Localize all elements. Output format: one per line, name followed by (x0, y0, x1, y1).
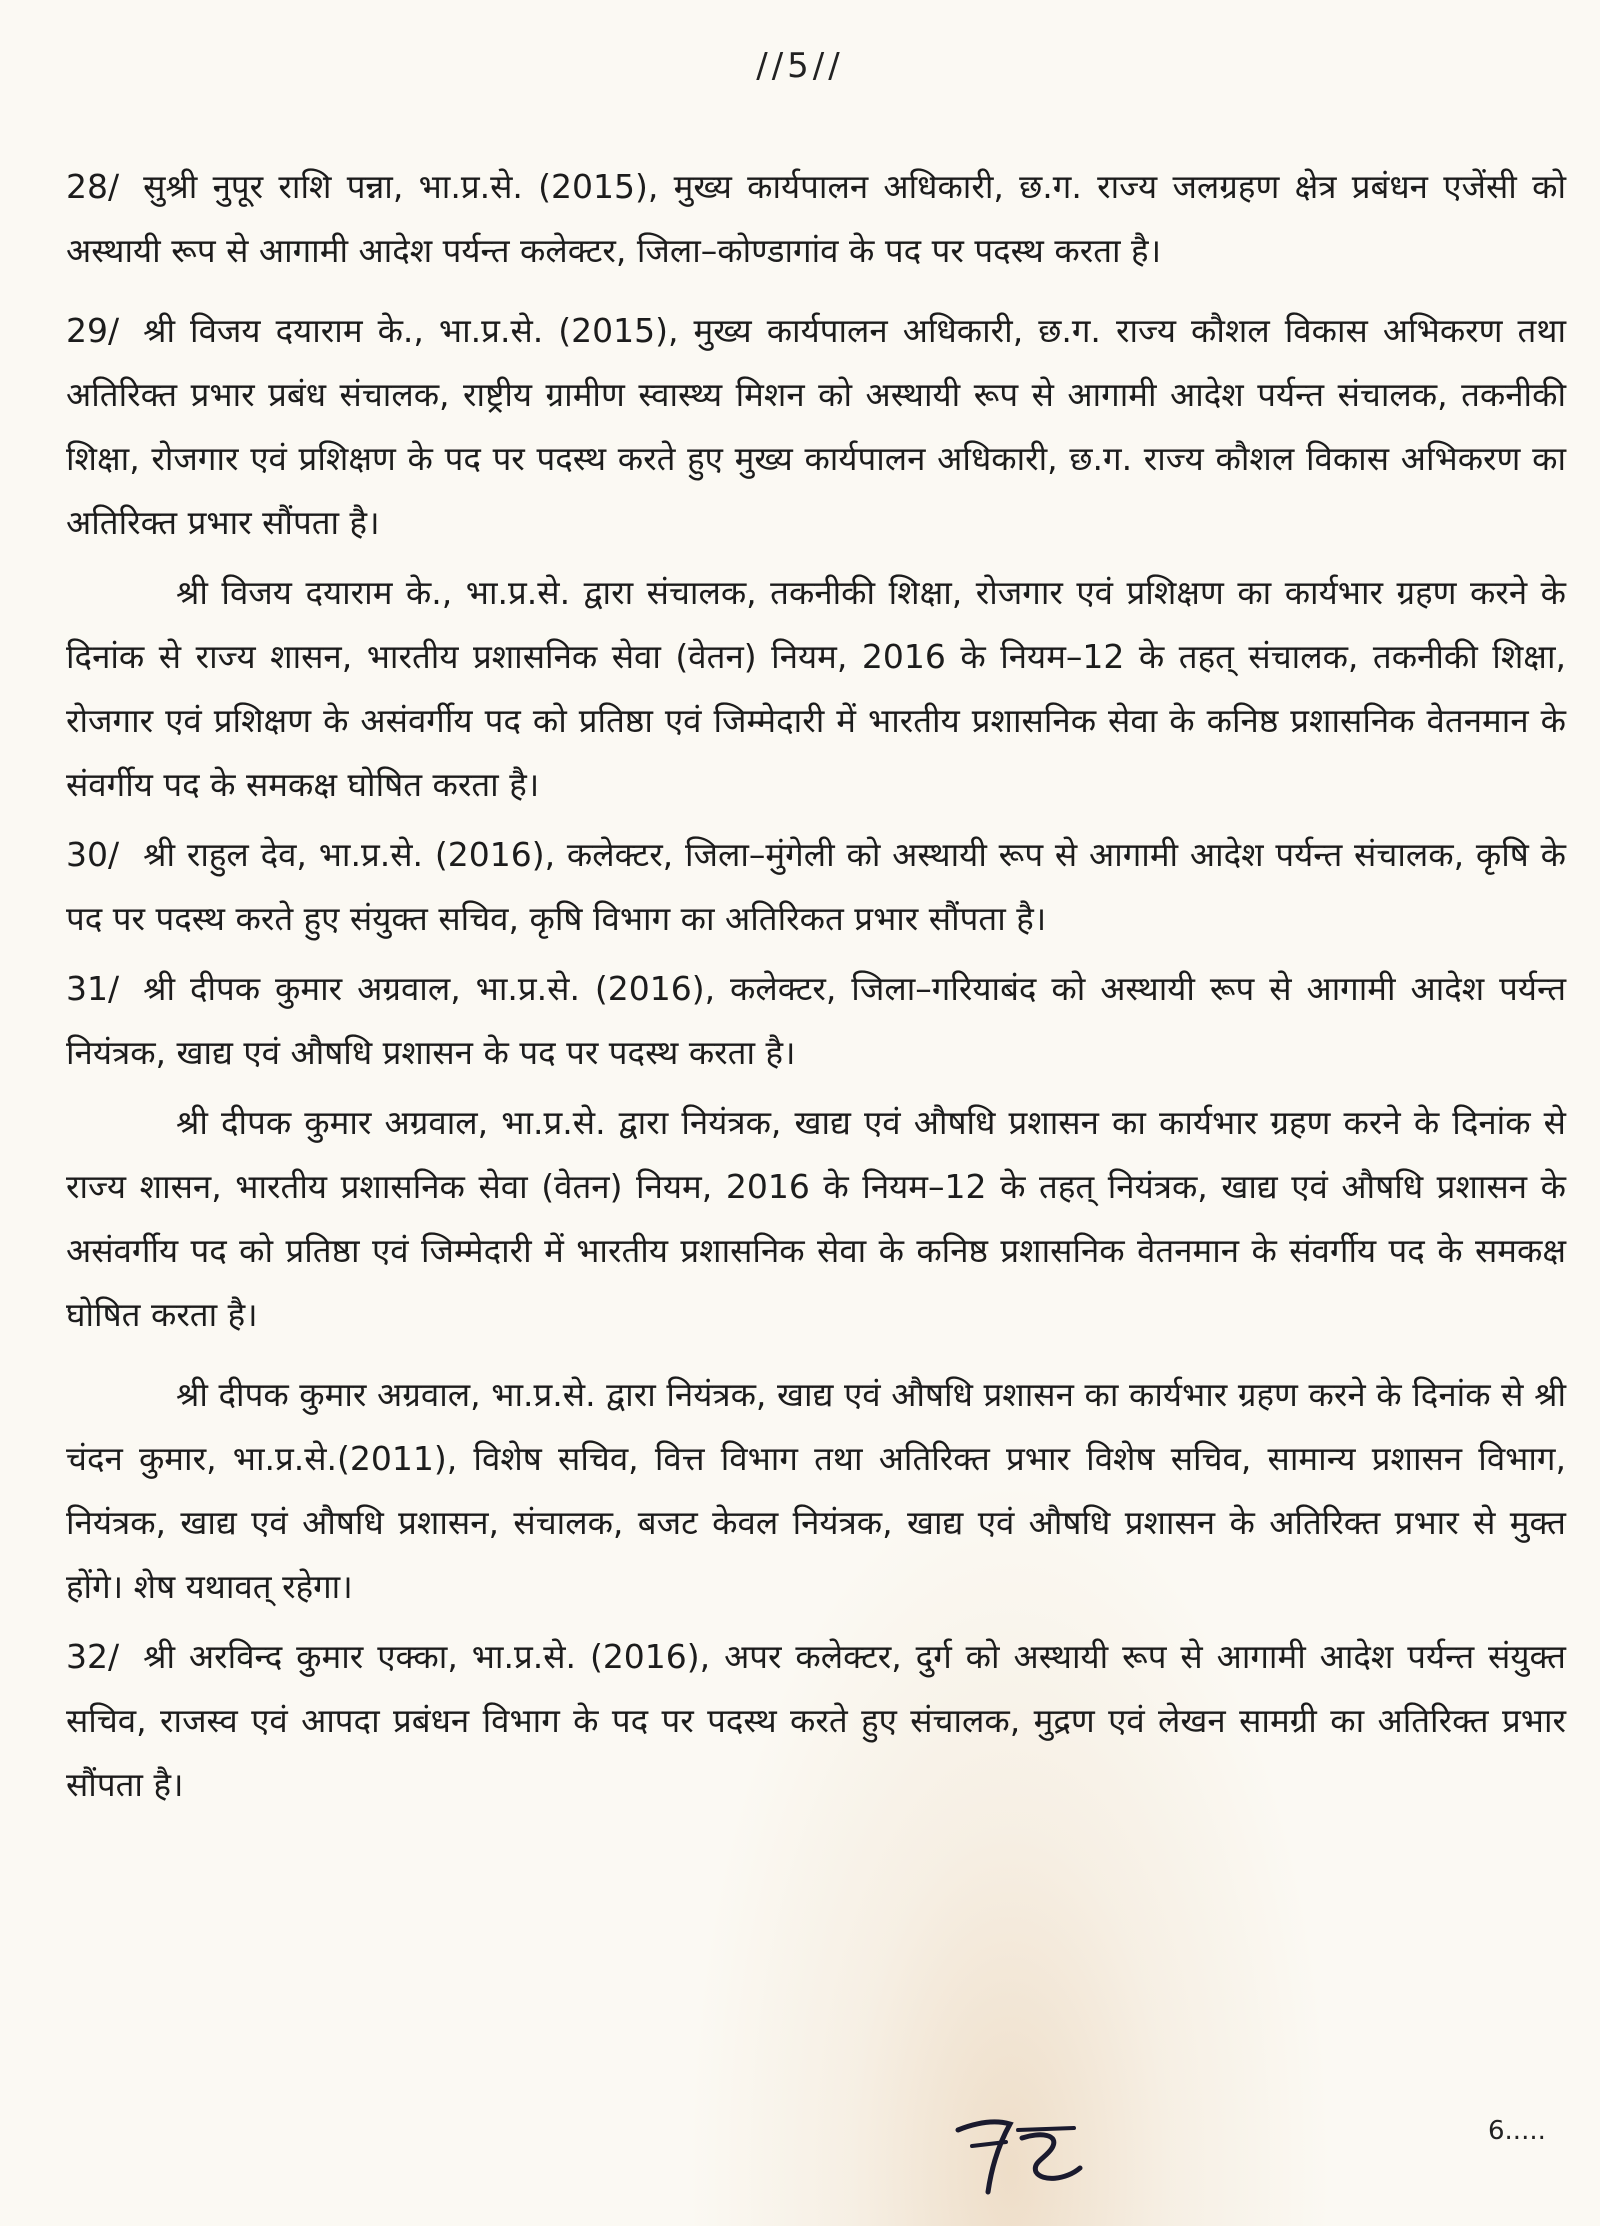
item-text: श्री विजय दयाराम के., भा.प्र.से. द्वारा संचालक, तकनीकी शिक्षा, रोजगार एवं प्रशिक्षण का कार्यभार ग्रहण करने के दिनांक से राज्य शासन, भारतीय प्रशासनिक सेवा (वेतन) नियम, 2016 के नियम–12 के तहत् संचालक, तकनीकी शिक्षा, रोजगार एवं प्रशिक्षण के असंवर्गीय पद को प्रतिष्ठा एवं जिम्मेदारी में भारतीय प्रशासनिक सेवा के कनिष्ठ प्रशासनिक वेतनमान के संवर्गीय पद के समकक्ष घोषित करता है। (66, 573, 1566, 804)
item-text: श्री दीपक कुमार अग्रवाल, भा.प्र.से. द्वारा नियंत्रक, खाद्य एवं औषधि प्रशासन का कार्यभार ग्रहण करने के दिनांक से श्री चंदन कुमार, भा.प्र.से.(2011), विशेष सचिव, वित्त विभाग तथा अतिरिक्त प्रभार विशेष सचिव, सामान्य प्रशासन विभाग, नियंत्रक, खाद्य एवं औषधि प्रशासन, संचालक, बजट केवल नियंत्रक, खाद्य एवं औषधि प्रशासन के अतिरिक्त प्रभार से मुक्त होंगे। शेष यथावत् रहेगा। (66, 1375, 1566, 1606)
item-text: सुश्री नुपूर राशि पन्ना, भा.प्र.से. (2015), मुख्य कार्यपालन अधिकारी, छ.ग. राज्य जलग्रहण क्षेत्र प्रबंधन एजेंसी को अस्थायी रूप से आगामी आदेश पर्यन्त कलेक्टर, जिला–कोण्डागांव के पद पर पदस्थ करता है। (66, 167, 1566, 270)
item-text: श्री राहुल देव, भा.प्र.से. (2016), कलेक्टर, जिला–मुंगेली को अस्थायी रूप से आगामी आदेश पर्यन्त संचालक, कृषि के पद पर पदस्थ करते हुए संयुक्त सचिव, कृषि विभाग का अतिरिकत प्रभार सौंपता है। (66, 835, 1566, 938)
order-item-31-note-1 (66, 1091, 1566, 1347)
item-text: श्री दीपक कुमार अग्रवाल, भा.प्र.से. (2016), कलेक्टर, जिला–गरियाबंद को अस्थायी रूप से आगामी आदेश पर्यन्त नियंत्रक, खाद्य एवं औषधि प्रशासन के पद पर पदस्थ करता है। (66, 969, 1566, 1072)
item-number: 28/ (66, 167, 120, 206)
item-number: 29/ (66, 311, 120, 350)
signature-initials (948, 2108, 1088, 2198)
order-item-31 (66, 957, 1566, 1085)
item-number: 31/ (66, 969, 120, 1008)
order-item-30 (66, 823, 1566, 951)
order-item-28 (66, 155, 1566, 283)
item-text: श्री विजय दयाराम के., भा.प्र.से. (2015), मुख्य कार्यपालन अधिकारी, छ.ग. राज्य कौशल विकास अभिकरण तथा अतिरिक्त प्रभार प्रबंध संचालक, राष्ट्रीय ग्रामीण स्वास्थ्य मिशन को अस्थायी रूप से आगामी आदेश पर्यन्त संचालक, तकनीकी शिक्षा, रोजगार एवं प्रशिक्षण के पद पर पदस्थ करते हुए मुख्य कार्यपालन अधिकारी, छ.ग. राज्य कौशल विकास अभिकरण का अतिरिक्त प्रभार सौंपता है। (66, 311, 1566, 542)
continuation-marker: 6..... (1488, 2116, 1546, 2146)
order-item-32 (66, 1625, 1566, 1817)
item-text: श्री दीपक कुमार अग्रवाल, भा.प्र.से. द्वारा नियंत्रक, खाद्य एवं औषधि प्रशासन का कार्यभार ग्रहण करने के दिनांक से राज्य शासन, भारतीय प्रशासनिक सेवा (वेतन) नियम, 2016 के नियम–12 के तहत् नियंत्रक, खाद्य एवं औषधि प्रशासन के असंवर्गीय पद को प्रतिष्ठा एवं जिम्मेदारी में भारतीय प्रशासनिक सेवा के कनिष्ठ प्रशासनिक वेतनमान के संवर्गीय पद के समकक्ष घोषित करता है। (66, 1103, 1566, 1334)
order-item-31-note-2 (66, 1363, 1566, 1619)
item-text: श्री अरविन्द कुमार एक्का, भा.प्र.से. (2016), अपर कलेक्टर, दुर्ग को अस्थायी रूप से आगामी आदेश पर्यन्त संयुक्त सचिव, राजस्व एवं आपदा प्रबंधन विभाग के पद पर पदस्थ करते हुए संचालक, मुद्रण एवं लेखन सामग्री का अतिरिक्त प्रभार सौंपता है। (66, 1637, 1566, 1804)
order-body (66, 155, 1566, 1823)
item-number: 32/ (66, 1637, 120, 1676)
order-item-29 (66, 299, 1566, 555)
item-number: 30/ (66, 835, 120, 874)
order-item-29-note (66, 561, 1566, 817)
page-number: //5// (756, 46, 844, 86)
